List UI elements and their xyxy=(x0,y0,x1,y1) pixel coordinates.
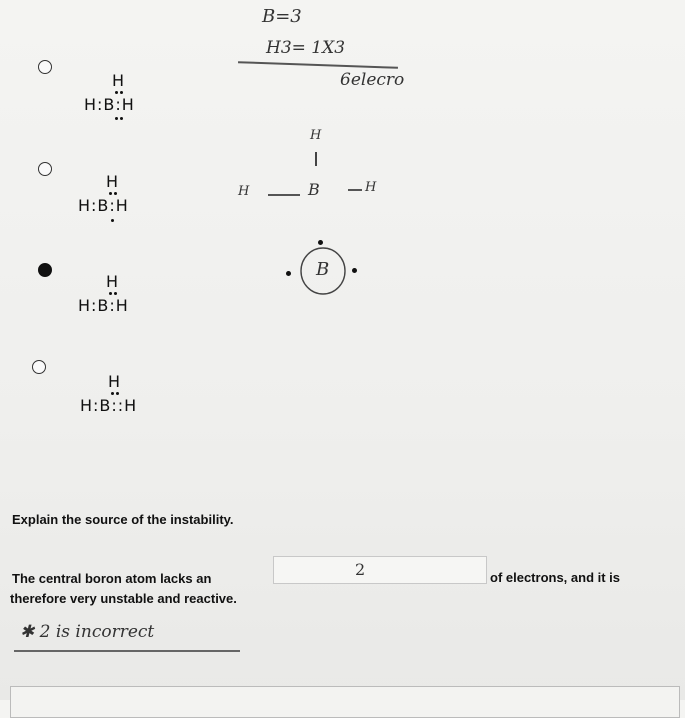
blank-input[interactable] xyxy=(273,556,487,584)
sketch-b-circle: B xyxy=(316,259,330,280)
option-1-formula: H:B:H xyxy=(84,95,135,114)
option-2-radio[interactable] xyxy=(38,162,52,176)
option-3-top-h: H xyxy=(106,272,119,291)
blank-value: 2 xyxy=(355,560,366,579)
answer-box[interactable] xyxy=(10,686,680,718)
dot xyxy=(111,392,114,395)
dot xyxy=(114,192,117,195)
sketch-left-bond xyxy=(268,194,300,196)
option-3-radio[interactable] xyxy=(38,263,52,277)
sketch-dot-right xyxy=(352,268,357,273)
note-underline xyxy=(238,61,398,68)
option-3-formula: H:B:H xyxy=(78,296,129,315)
sketch-dot-left xyxy=(286,271,291,276)
question-prompt: Explain the source of the instability. xyxy=(12,512,234,527)
sketch-h-right: H xyxy=(365,180,377,195)
note-electrons: 6elecro xyxy=(340,70,405,90)
dot xyxy=(116,392,119,395)
sentence-start: The central boron atom lacks an xyxy=(12,571,212,586)
dot xyxy=(115,91,118,94)
sentence-after-blank: of electrons, and it is xyxy=(490,570,621,585)
dot xyxy=(120,91,123,94)
option-4-formula: H:B::H xyxy=(80,396,138,415)
sketch-b-center: B xyxy=(308,180,320,199)
dot xyxy=(109,192,112,195)
note-boron-count: B=3 xyxy=(262,6,302,27)
dot xyxy=(120,117,123,120)
dot xyxy=(114,292,117,295)
dot xyxy=(109,292,112,295)
dot xyxy=(111,219,114,222)
option-2-top-h: H xyxy=(106,172,119,191)
sentence-line-2: therefore very unstable and reactive. xyxy=(10,591,237,606)
sketch-vertical-bond xyxy=(315,152,317,166)
option-1-radio[interactable] xyxy=(38,60,52,74)
option-1-top-h: H xyxy=(112,71,125,90)
sketch-right-bond xyxy=(348,189,362,191)
option-4-radio[interactable] xyxy=(32,360,46,374)
correction-underline xyxy=(14,650,240,652)
option-4-top-h: H xyxy=(108,372,121,391)
note-hydrogen-count: H3= 1X3 xyxy=(266,38,346,58)
dot xyxy=(115,117,118,120)
correction-note: ✱ 2 is incorrect xyxy=(20,622,155,642)
sketch-h-left: H xyxy=(238,184,250,199)
option-2-formula: H:B:H xyxy=(78,196,129,215)
sketch-h-top: H xyxy=(310,128,322,143)
